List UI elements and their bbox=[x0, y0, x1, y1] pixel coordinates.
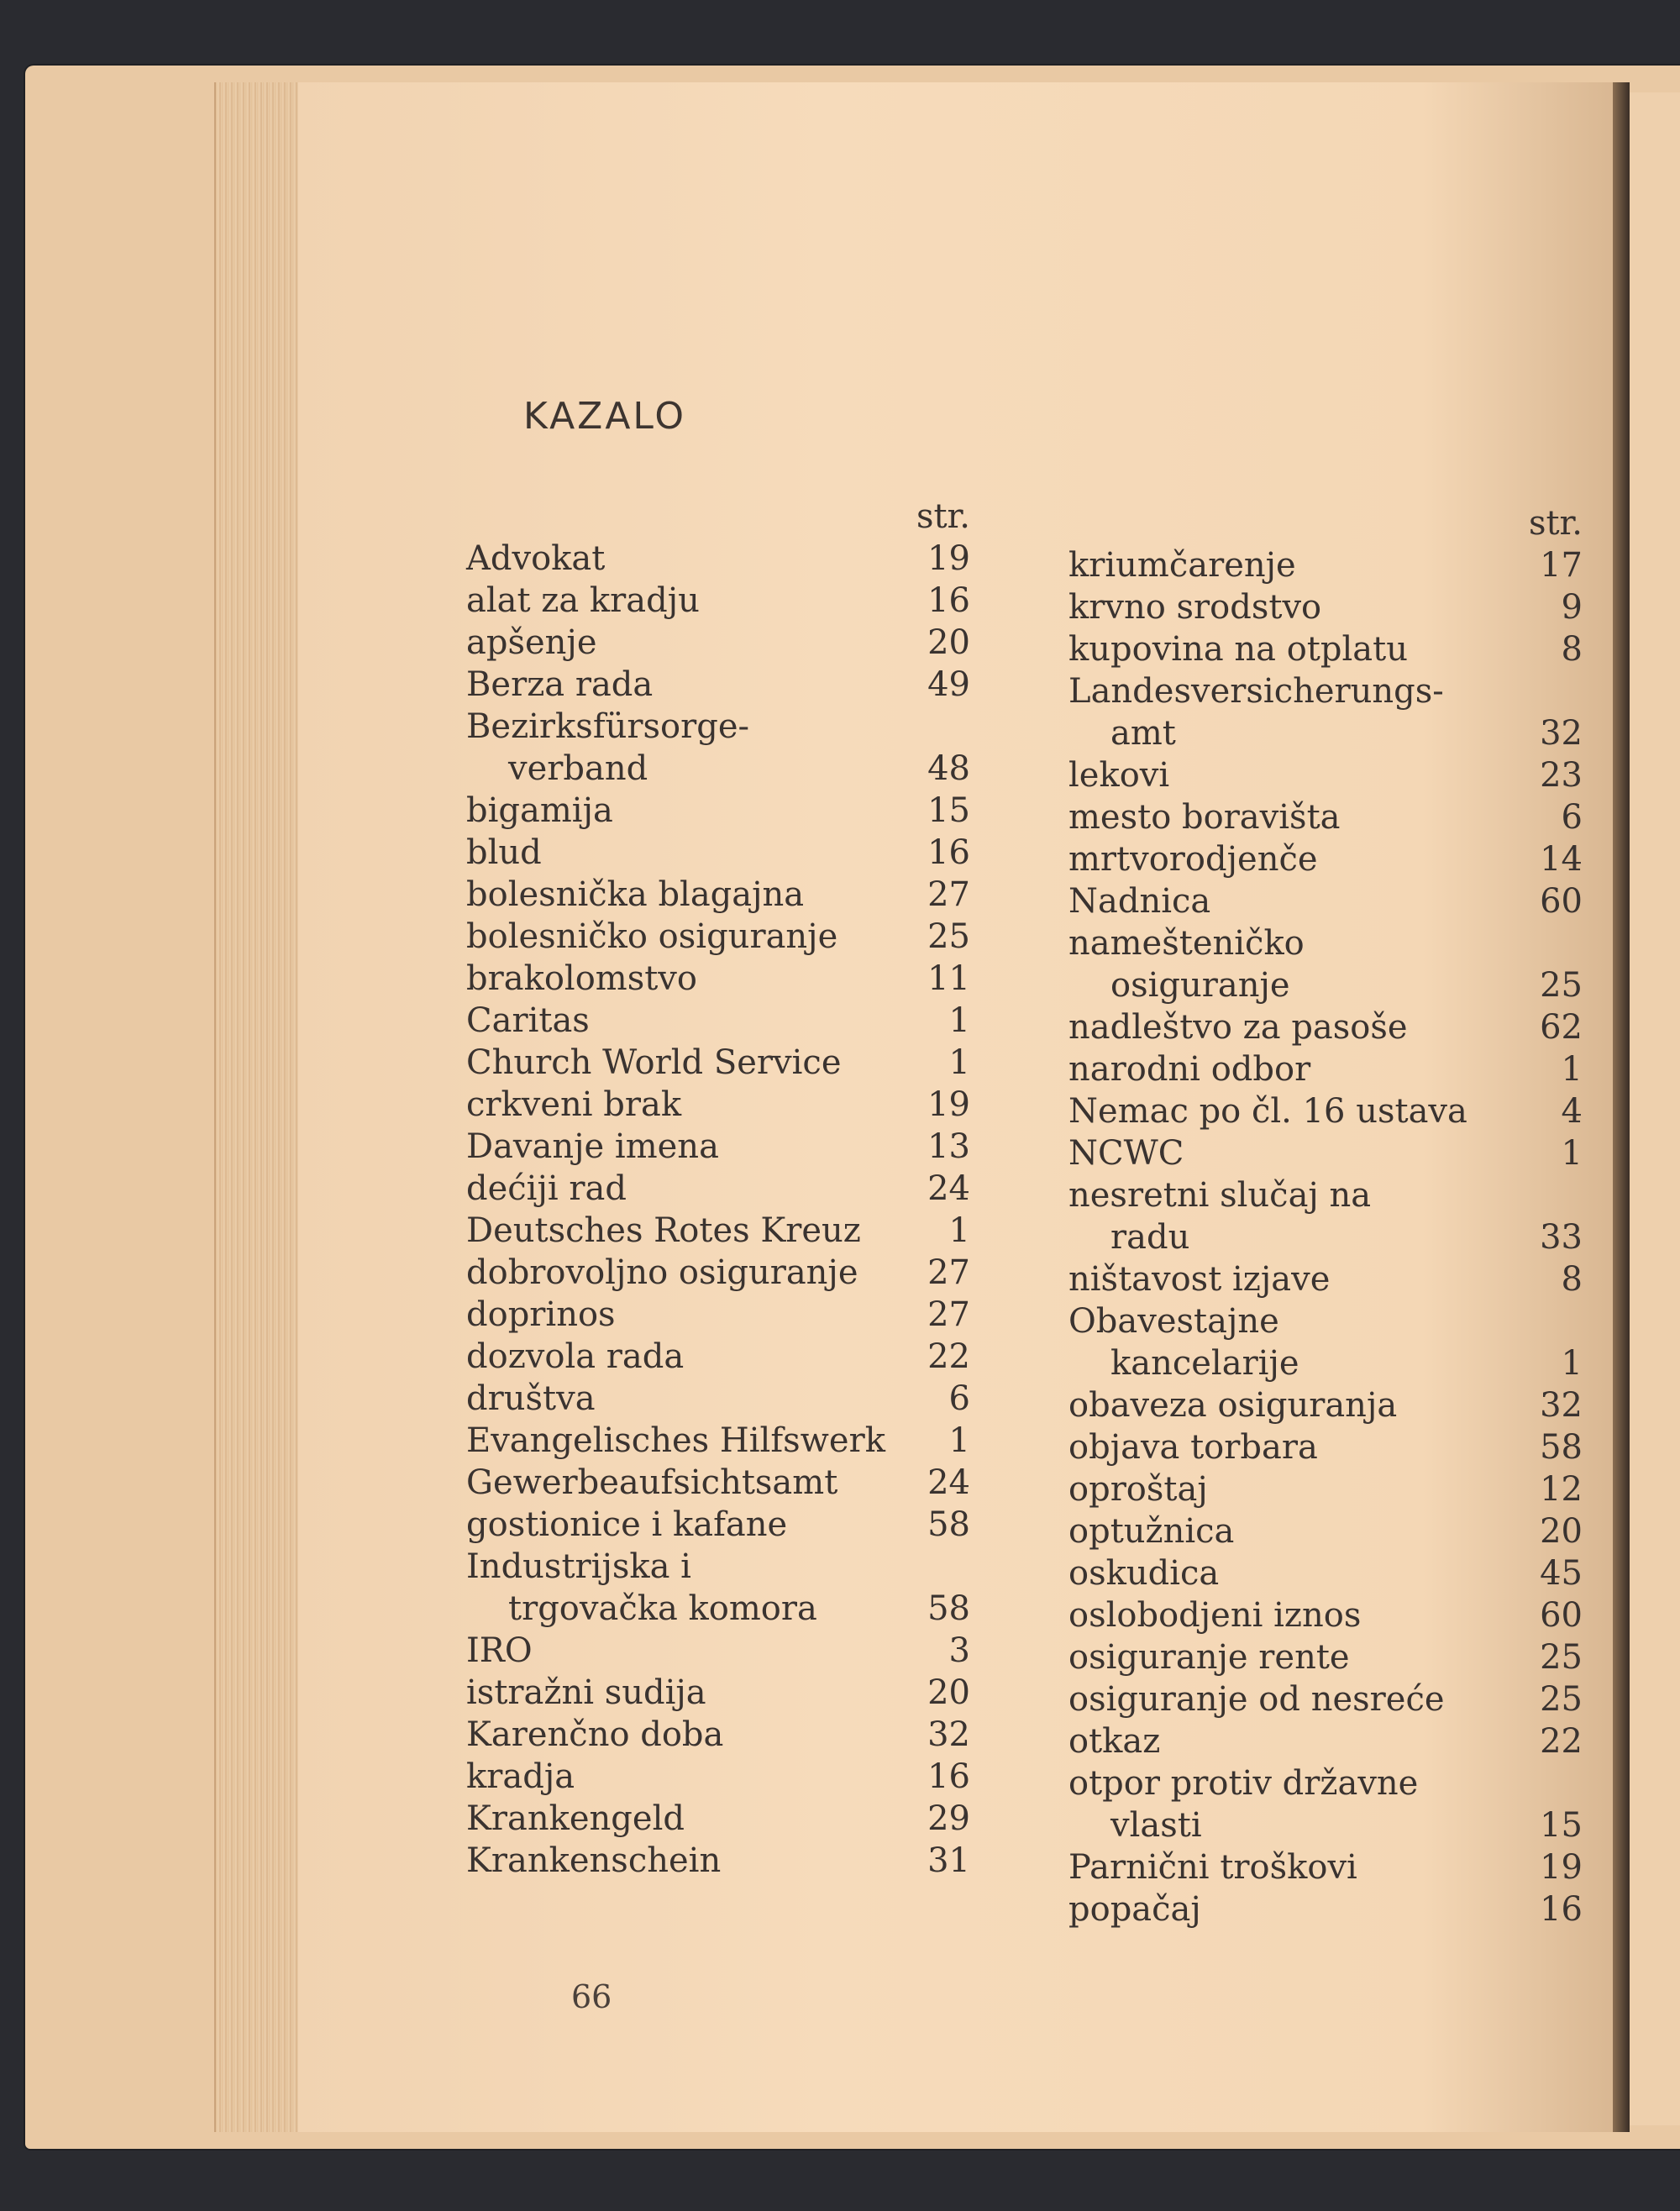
index-entry bbox=[1068, 586, 1583, 628]
index-page-ref: 19 bbox=[1540, 1848, 1583, 1887]
index-term-text: kriumčarenje bbox=[1068, 546, 1296, 585]
index-term bbox=[1068, 1384, 1540, 1426]
index-term-text: optužnica bbox=[1068, 1512, 1235, 1551]
index-term-text: društva bbox=[466, 1379, 596, 1418]
index-entry bbox=[1068, 1174, 1583, 1258]
index-entry bbox=[1068, 1048, 1583, 1090]
index-term bbox=[466, 874, 927, 916]
index-term-text: otkaz bbox=[1068, 1722, 1161, 1761]
index-entry bbox=[466, 832, 970, 874]
page-number: 66 bbox=[571, 1978, 612, 2015]
index-term-text: Krankengeld bbox=[466, 1799, 685, 1838]
index-entry bbox=[466, 664, 970, 706]
index-term bbox=[466, 832, 927, 874]
index-page-ref: 25 bbox=[927, 917, 970, 956]
index-entry bbox=[1068, 1594, 1583, 1636]
index-entry bbox=[1068, 754, 1583, 796]
index-term bbox=[466, 1168, 927, 1210]
index-entry bbox=[466, 1714, 970, 1756]
index-column-left bbox=[466, 496, 970, 1882]
index-page-ref: 13 bbox=[927, 1127, 970, 1166]
index-term-text: lekovi bbox=[1068, 756, 1170, 795]
index-term-text: alat za kradju bbox=[466, 581, 700, 620]
index-page-ref: 31 bbox=[927, 1841, 970, 1880]
index-term-text: Landesversicherungs- bbox=[1068, 672, 1444, 711]
index-entry bbox=[466, 1000, 970, 1042]
index-term-continuation: amt bbox=[1110, 714, 1176, 753]
index-term-text: dećiji rad bbox=[466, 1169, 627, 1208]
index-entry bbox=[466, 1336, 970, 1378]
index-entry bbox=[1068, 1258, 1583, 1300]
index-entry bbox=[466, 1840, 970, 1882]
column-header: str. bbox=[1528, 504, 1583, 543]
index-entry bbox=[1068, 1720, 1583, 1762]
index-entry bbox=[466, 1168, 970, 1210]
index-page-ref: 20 bbox=[1540, 1512, 1583, 1551]
index-entry bbox=[466, 1378, 970, 1420]
index-term bbox=[1068, 670, 1540, 754]
index-term bbox=[1068, 754, 1540, 796]
index-term bbox=[466, 622, 927, 664]
index-term-text: dozvola rada bbox=[466, 1337, 685, 1376]
index-title: KAZALO bbox=[523, 395, 686, 438]
index-page-ref: 12 bbox=[1540, 1470, 1583, 1509]
index-term bbox=[466, 1042, 949, 1084]
index-page-ref: 6 bbox=[948, 1379, 970, 1418]
index-term-text: nesretni slučaj na bbox=[1068, 1176, 1372, 1215]
index-page-ref: 22 bbox=[1540, 1722, 1583, 1761]
index-entry bbox=[466, 1798, 970, 1840]
index-page-ref: 48 bbox=[927, 749, 970, 788]
index-term bbox=[1068, 1258, 1562, 1300]
column-header: str. bbox=[916, 497, 970, 536]
index-term bbox=[1068, 1594, 1540, 1636]
index-term-text: Bezirksfürsorge- bbox=[466, 707, 750, 746]
index-entry bbox=[466, 874, 970, 916]
index-term-text: Industrijska i bbox=[466, 1547, 691, 1586]
index-page-ref: 17 bbox=[1540, 546, 1583, 585]
index-term-text: istražni sudija bbox=[466, 1673, 706, 1712]
index-term bbox=[1068, 628, 1562, 670]
index-page-ref: 60 bbox=[1540, 882, 1583, 921]
index-entry bbox=[466, 706, 970, 790]
index-term bbox=[1068, 1678, 1540, 1720]
index-term bbox=[1068, 1510, 1540, 1552]
index-term bbox=[466, 916, 927, 958]
index-term bbox=[466, 1798, 927, 1840]
index-term bbox=[466, 664, 927, 706]
index-term bbox=[466, 1504, 927, 1546]
index-term-text: dobrovoljno osiguranje bbox=[466, 1253, 858, 1292]
index-term bbox=[466, 1546, 927, 1630]
index-page-ref: 20 bbox=[927, 1673, 970, 1712]
index-entry bbox=[466, 1294, 970, 1336]
index-term-text: oproštaj bbox=[1068, 1470, 1208, 1509]
index-term bbox=[466, 1714, 927, 1756]
index-term-text: crkveni brak bbox=[466, 1085, 682, 1124]
index-page-ref: 1 bbox=[948, 1421, 970, 1460]
index-entry bbox=[466, 1042, 970, 1084]
index-entry bbox=[1068, 1888, 1583, 1930]
index-entry bbox=[466, 1672, 970, 1714]
index-page-ref: 32 bbox=[1540, 1386, 1583, 1425]
index-term bbox=[466, 1630, 949, 1672]
index-page-ref: 4 bbox=[1561, 1092, 1583, 1131]
index-term bbox=[466, 1252, 927, 1294]
index-page-ref: 27 bbox=[927, 1295, 970, 1334]
index-term-continuation: verband bbox=[508, 749, 648, 788]
index-term bbox=[1068, 1762, 1540, 1846]
index-page-ref: 22 bbox=[927, 1337, 970, 1376]
index-entry bbox=[1068, 670, 1583, 754]
index-page-ref: 3 bbox=[948, 1631, 970, 1670]
index-term bbox=[466, 1336, 927, 1378]
index-page-ref: 60 bbox=[1540, 1596, 1583, 1635]
index-page-ref: 23 bbox=[1540, 756, 1583, 795]
index-term-text: osiguranje od nesreće bbox=[1068, 1680, 1445, 1719]
index-page-ref: 6 bbox=[1561, 798, 1583, 837]
index-page-ref: 15 bbox=[927, 791, 970, 830]
index-term bbox=[1068, 1132, 1562, 1174]
index-entry bbox=[466, 580, 970, 622]
index-term bbox=[1068, 1006, 1540, 1048]
index-entry bbox=[466, 1630, 970, 1672]
index-page-ref: 19 bbox=[927, 1085, 970, 1124]
index-term-text: krvno srodstvo bbox=[1068, 588, 1322, 627]
index-entry bbox=[1068, 1132, 1583, 1174]
book-gutter bbox=[1613, 82, 1630, 2132]
index-entry bbox=[1068, 796, 1583, 838]
index-page-ref: 58 bbox=[927, 1505, 970, 1544]
index-term bbox=[1068, 922, 1540, 1006]
index-term bbox=[466, 1210, 949, 1252]
index-term-text: oslobodjeni iznos bbox=[1068, 1596, 1362, 1635]
index-page-ref: 25 bbox=[1540, 1638, 1583, 1677]
index-term-text: Obavestajne bbox=[1068, 1302, 1279, 1341]
index-entry bbox=[1068, 1384, 1583, 1426]
index-term bbox=[466, 706, 927, 790]
index-entry bbox=[466, 1084, 970, 1126]
index-term bbox=[466, 1000, 949, 1042]
index-term bbox=[1068, 796, 1562, 838]
index-page-ref: 25 bbox=[1540, 1680, 1583, 1719]
index-term bbox=[1068, 1300, 1562, 1384]
index-term bbox=[1068, 1468, 1540, 1510]
index-entries-left bbox=[466, 538, 970, 1882]
index-entry bbox=[466, 1126, 970, 1168]
index-term bbox=[1068, 1552, 1540, 1594]
index-entry bbox=[1068, 544, 1583, 586]
index-term bbox=[1068, 1174, 1540, 1258]
index-term-text: Caritas bbox=[466, 1001, 590, 1040]
index-entry bbox=[1068, 1426, 1583, 1468]
index-entry bbox=[466, 1546, 970, 1630]
index-page-ref: 16 bbox=[1540, 1890, 1583, 1929]
index-term-text: otpor protiv državne bbox=[1068, 1764, 1419, 1803]
index-term-text: Karenčno doba bbox=[466, 1715, 724, 1754]
index-page-ref: 19 bbox=[927, 539, 970, 578]
index-term bbox=[466, 790, 927, 832]
index-page-ref: 8 bbox=[1561, 630, 1583, 669]
index-entry bbox=[466, 790, 970, 832]
index-term bbox=[466, 1126, 927, 1168]
index-column-right bbox=[1068, 502, 1583, 1930]
index-term-text: objava torbara bbox=[1068, 1428, 1318, 1467]
index-term-text: namešteničko bbox=[1068, 924, 1305, 963]
index-term bbox=[466, 1420, 949, 1462]
index-term-text: narodni odbor bbox=[1068, 1050, 1311, 1089]
index-entry bbox=[1068, 922, 1583, 1006]
index-term-text: blud bbox=[466, 833, 542, 872]
index-term-text: kradja bbox=[466, 1757, 575, 1796]
index-term-text: Evangelisches Hilfswerk bbox=[466, 1421, 885, 1460]
index-term-text: IRO bbox=[466, 1631, 533, 1670]
index-term bbox=[466, 1294, 927, 1336]
index-term bbox=[1068, 1888, 1540, 1930]
index-term-text: bigamija bbox=[466, 791, 613, 830]
index-term-continuation: trgovačka komora bbox=[508, 1589, 817, 1628]
index-term bbox=[466, 1672, 927, 1714]
index-term bbox=[1068, 1720, 1540, 1762]
index-term bbox=[466, 538, 927, 580]
index-entry bbox=[466, 1756, 970, 1798]
index-page-ref: 32 bbox=[927, 1715, 970, 1754]
index-term-text: mrtvorodjenče bbox=[1068, 840, 1318, 879]
index-entry bbox=[1068, 1006, 1583, 1048]
index-entry bbox=[1068, 1762, 1583, 1846]
index-entry bbox=[1068, 1636, 1583, 1678]
index-entry bbox=[1068, 1300, 1583, 1384]
index-term bbox=[466, 1378, 949, 1420]
index-entry bbox=[466, 622, 970, 664]
index-term-text: osiguranje rente bbox=[1068, 1638, 1350, 1677]
index-entry bbox=[466, 538, 970, 580]
index-term-text: brakolomstvo bbox=[466, 959, 697, 998]
index-page-ref: 1 bbox=[948, 1001, 970, 1040]
index-term-text: NCWC bbox=[1068, 1134, 1184, 1173]
index-entry bbox=[1068, 1678, 1583, 1720]
index-entry bbox=[466, 958, 970, 1000]
index-term bbox=[466, 1462, 927, 1504]
index-term bbox=[1068, 1090, 1562, 1132]
index-page-ref: 32 bbox=[1540, 714, 1583, 753]
index-page-ref: 1 bbox=[948, 1211, 970, 1250]
index-page-ref: 16 bbox=[927, 1757, 970, 1796]
index-entries-right bbox=[1068, 544, 1583, 1930]
index-page-ref: 9 bbox=[1561, 588, 1583, 627]
index-entry bbox=[466, 1462, 970, 1504]
index-entry bbox=[466, 1210, 970, 1252]
index-entry bbox=[1068, 628, 1583, 670]
index-page-ref: 62 bbox=[1540, 1008, 1583, 1047]
index-entry bbox=[1068, 838, 1583, 880]
index-page-ref: 25 bbox=[1540, 966, 1583, 1005]
index-page-ref: 8 bbox=[1561, 1260, 1583, 1299]
index-page-ref: 24 bbox=[927, 1463, 970, 1502]
index-term-text: Berza rada bbox=[466, 665, 654, 704]
index-page-ref: 58 bbox=[927, 1589, 970, 1628]
index-page-ref: 1 bbox=[1561, 1050, 1583, 1089]
index-term-text: Davanje imena bbox=[466, 1127, 719, 1166]
index-page-ref: 1 bbox=[1561, 1134, 1583, 1173]
index-term bbox=[466, 1840, 927, 1882]
index-term bbox=[466, 1756, 927, 1798]
index-term bbox=[1068, 838, 1540, 880]
index-term-text: Gewerbeaufsichtsamt bbox=[466, 1463, 838, 1502]
index-term-text: kupovina na otplatu bbox=[1068, 630, 1408, 669]
index-term bbox=[1068, 1636, 1540, 1678]
index-entry bbox=[466, 916, 970, 958]
index-term-text: bolesnička blagajna bbox=[466, 875, 805, 914]
index-term-text: Krankenschein bbox=[466, 1841, 722, 1880]
index-term-text: popačaj bbox=[1068, 1890, 1201, 1929]
index-term bbox=[466, 580, 927, 622]
index-term-text: Advokat bbox=[466, 539, 606, 578]
index-term-text: obaveza osiguranja bbox=[1068, 1386, 1398, 1425]
index-page-ref: 1 bbox=[1561, 1344, 1583, 1383]
index-term-text: gostionice i kafane bbox=[466, 1505, 788, 1544]
index-term-text: Nemac po čl. 16 ustava bbox=[1068, 1092, 1467, 1131]
index-page-ref: 27 bbox=[927, 1253, 970, 1292]
index-entry bbox=[1068, 880, 1583, 922]
index-term bbox=[1068, 1426, 1540, 1468]
index-term-text: ništavost izjave bbox=[1068, 1260, 1331, 1299]
facing-page-edge bbox=[1630, 92, 1680, 2125]
index-entry bbox=[1068, 1510, 1583, 1552]
index-entry bbox=[466, 1420, 970, 1462]
index-term-text: bolesničko osiguranje bbox=[466, 917, 838, 956]
index-page-ref: 16 bbox=[927, 833, 970, 872]
index-page-ref: 33 bbox=[1540, 1218, 1583, 1257]
index-term bbox=[1068, 544, 1540, 586]
index-term-continuation: radu bbox=[1110, 1218, 1190, 1257]
index-term-text: apšenje bbox=[466, 623, 597, 662]
index-page-ref: 29 bbox=[927, 1799, 970, 1838]
index-page-ref: 49 bbox=[927, 665, 970, 704]
index-term-continuation: osiguranje bbox=[1110, 966, 1290, 1005]
index-term-text: Deutsches Rotes Kreuz bbox=[466, 1211, 861, 1250]
index-page-ref: 24 bbox=[927, 1169, 970, 1208]
index-term-text: mesto boravišta bbox=[1068, 798, 1341, 837]
index-term-text: nadleštvo za pasoše bbox=[1068, 1008, 1408, 1047]
index-term-continuation: vlasti bbox=[1110, 1806, 1202, 1845]
index-term-text: doprinos bbox=[466, 1295, 616, 1334]
index-term bbox=[1068, 1846, 1540, 1888]
index-term bbox=[1068, 586, 1562, 628]
index-entry bbox=[1068, 1552, 1583, 1594]
index-term bbox=[466, 1084, 927, 1126]
index-term-text: Nadnica bbox=[1068, 882, 1211, 921]
index-page-ref: 45 bbox=[1540, 1554, 1583, 1593]
index-entry bbox=[1068, 1846, 1583, 1888]
index-entry bbox=[466, 1504, 970, 1546]
index-page-ref: 1 bbox=[948, 1043, 970, 1082]
index-entry bbox=[1068, 1090, 1583, 1132]
index-term-continuation: kancelarije bbox=[1110, 1344, 1299, 1383]
index-term bbox=[466, 958, 927, 1000]
index-page-ref: 20 bbox=[927, 623, 970, 662]
index-page-ref: 14 bbox=[1540, 840, 1583, 879]
index-entry bbox=[466, 1252, 970, 1294]
index-term bbox=[1068, 880, 1540, 922]
index-page-ref: 16 bbox=[927, 581, 970, 620]
index-term bbox=[1068, 1048, 1562, 1090]
index-page-ref: 11 bbox=[927, 959, 970, 998]
index-term-text: Church World Service bbox=[466, 1043, 842, 1082]
index-term-text: oskudica bbox=[1068, 1554, 1220, 1593]
index-page-ref: 15 bbox=[1540, 1806, 1583, 1845]
index-page-ref: 27 bbox=[927, 875, 970, 914]
index-entry bbox=[1068, 1468, 1583, 1510]
index-term-text: Parnični troškovi bbox=[1068, 1848, 1357, 1887]
index-page-ref: 58 bbox=[1540, 1428, 1583, 1467]
